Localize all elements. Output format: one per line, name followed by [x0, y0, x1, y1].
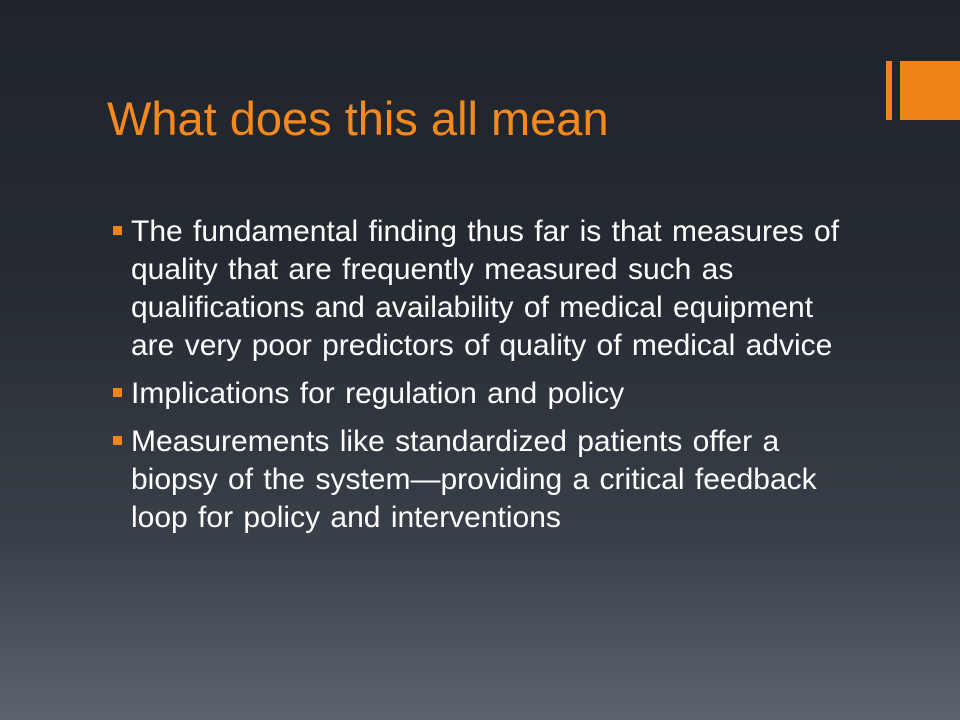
accent-bar [886, 61, 892, 120]
bullet-item [110, 213, 850, 365]
bullet-list [110, 213, 850, 547]
square-bullet-icon [113, 226, 122, 235]
accent-block [900, 61, 960, 120]
square-bullet-icon [113, 388, 122, 397]
bullet-text: Implications for regulation and policy [131, 377, 625, 410]
bullet-item [110, 375, 850, 413]
bullet-text: The fundamental finding thus far is that measures of quality that are frequently measured such as qualifications and availability of medical equipment are very poor predictors of quality of medical advice [131, 215, 840, 362]
square-bullet-icon [113, 436, 122, 445]
bullet-item [110, 423, 850, 537]
slide-title: What does this all mean [107, 92, 609, 145]
bullet-text: Measurements like standardized patients offer a biopsy of the system—providing a critical feedback loop for policy and interventions [131, 425, 817, 534]
